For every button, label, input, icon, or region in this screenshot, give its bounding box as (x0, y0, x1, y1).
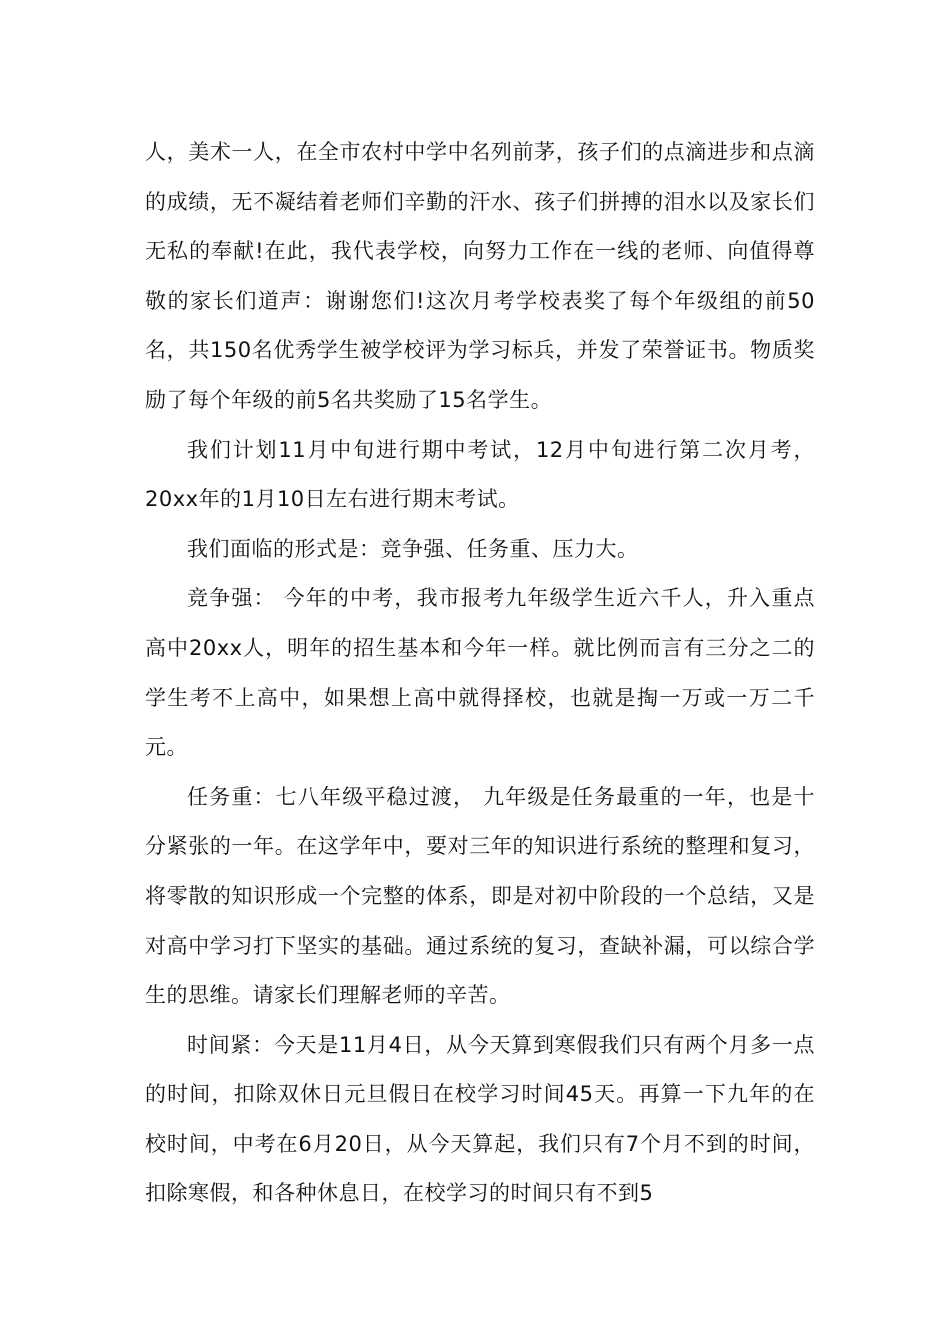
paragraph-p6: 时间紧：今天是11月4日，从今天算到寒假我们只有两个月多一点的时间，扣除双休日元旦假日在校学习时间45天。再算一下九年的在校时间，中考在6月20日，从今天算起，我们只有7个月不到的时间，扣除寒假，和各种休息日，在校学习的时间只有不到5 (145, 1032, 815, 1206)
paragraph-p3: 我们面临的形式是：竞争强、任务重、压力大。 (187, 536, 639, 561)
paragraph-p2: 我们计划11月中旬进行期中考试，12月中旬进行第二次月考，20xx年的1月10日左右进行期末考试。 (145, 437, 815, 512)
paragraph-p5: 任务重：七八年级平稳过渡， 九年级是任务最重的一年，也是十分紧张的一年。在这学年中，要对三年的知识进行系统的整理和复习，将零散的知识形成一个完整的体系，即是对初中阶段的一个总结，又是对高中学习打下坚实的基础。通过系统的复习，查缺补漏，可以综合学生的思维。请家长们理解老师的辛苦。 (145, 784, 815, 1008)
paragraph-p1: 人，美术一人，在全市农村中学中名列前茅，孩子们的点滴进步和点滴的成绩，无不凝结着老师们辛勤的汗水、孩子们拼搏的泪水以及家长们无私的奉献!在此，我代表学校，向努力工作在一线的老师、向值得尊敬的家长们道声：谢谢您们!这次月考学校表奖了每个年级组的前50名，共150名优秀学生被学校评为学习标兵，并发了荣誉证书。物质奖励了每个年级的前5名共奖励了15名学生。 (145, 140, 815, 412)
document-body (145, 128, 815, 1219)
paragraph-p4: 竞争强： 今年的中考，我市报考九年级学生近六千人，升入重点高中20xx人，明年的招生基本和今年一样。就比例而言有三分之二的学生考不上高中，如果想上高中就得择校，也就是掏一万或一万二千元。 (145, 586, 815, 760)
